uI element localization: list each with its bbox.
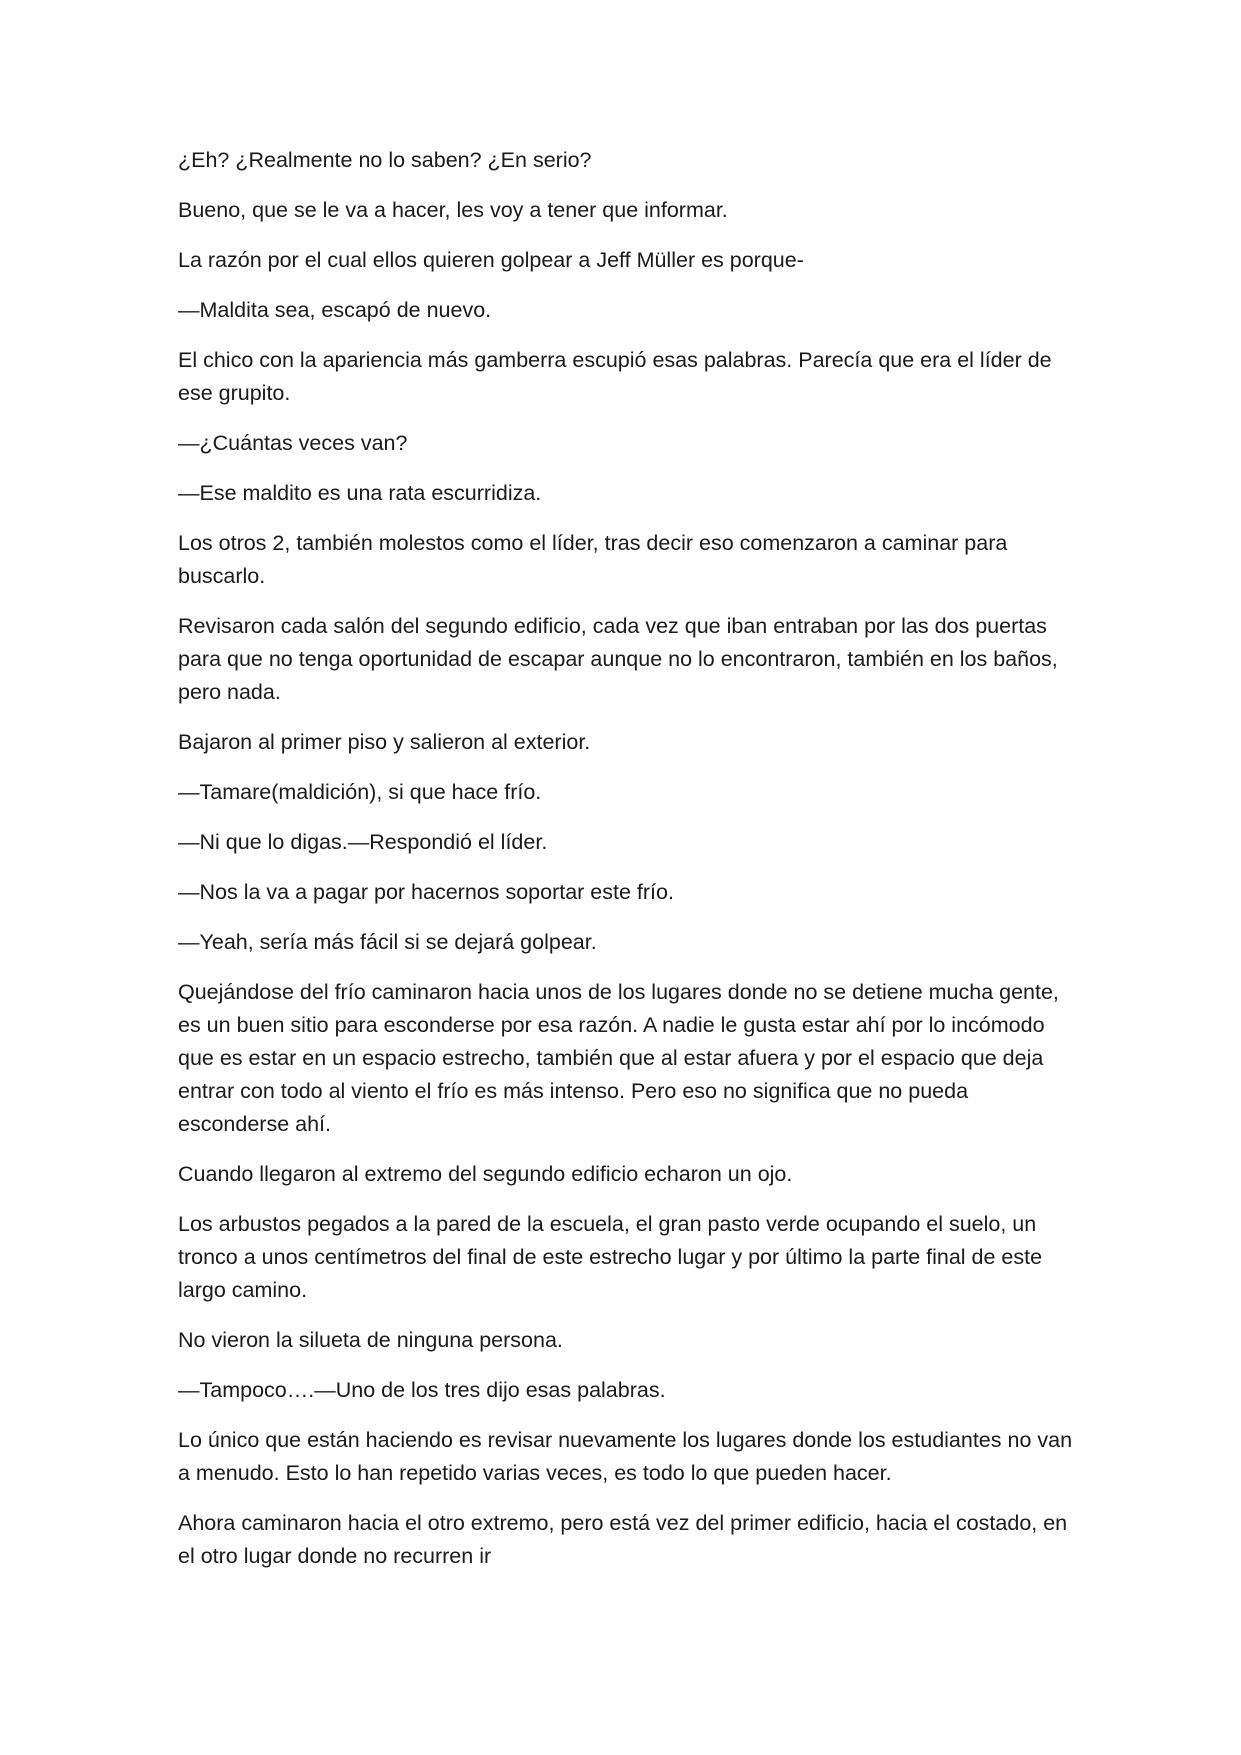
paragraph: Los arbustos pegados a la pared de la escuela, el gran pasto verde ocupando el suelo, un tronco a unos centímetros del final de este estrecho lugar y por último la parte final de este largo camino.: [178, 1212, 1043, 1302]
paragraph: —Nos la va a pagar por hacernos soportar este frío.: [178, 880, 674, 904]
paragraph: Quejándose del frío caminaron hacia unos de los lugares donde no se detiene mucha gente, es un buen sitio para esconderse por esa razón. A nadie le gusta estar ahí por lo incómodo que es estar en un espacio estrecho, también que al estar afuera y por el espacio que deja entrar con todo al viento el frío es más intenso. Pero eso no significa que no pueda esconderse ahí.: [178, 980, 1059, 1136]
paragraph: —Maldita sea, escapó de nuevo.: [178, 298, 492, 322]
paragraph: Ahora caminaron hacia el otro extremo, pero está vez del primer edificio, hacia el costado, en el otro lugar donde no recurren ir: [178, 1511, 1068, 1568]
paragraph: —Ni que lo digas.—Respondió el líder.: [178, 830, 548, 854]
paragraph: Bueno, que se le va a hacer, les voy a tener que informar.: [178, 198, 728, 222]
paragraph: La razón por el cual ellos quieren golpear a Jeff Müller es porque-: [178, 248, 804, 272]
paragraph: No vieron la silueta de ninguna persona.: [178, 1328, 563, 1352]
paragraph: —Yeah, sería más fácil si se dejará golpear.: [178, 930, 597, 954]
paragraph: Los otros 2, también molestos como el líder, tras decir eso comenzaron a caminar para buscarlo.: [178, 531, 1008, 588]
paragraph: Cuando llegaron al extremo del segundo edificio echaron un ojo.: [178, 1162, 793, 1186]
paragraph: Lo único que están haciendo es revisar nuevamente los lugares donde los estudiantes no van a menudo. Esto lo han repetido varias veces, es todo lo que pueden hacer.: [178, 1428, 1073, 1485]
paragraph: —Ese maldito es una rata escurridiza.: [178, 481, 542, 505]
paragraph: Revisaron cada salón del segundo edificio, cada vez que iban entraban por las dos puertas para que no tenga oportunidad de escapar aunque no lo encontraron, también en los baños, pero nada.: [178, 614, 1058, 704]
paragraph: El chico con la apariencia más gamberra escupió esas palabras. Parecía que era el líder de ese grupito.: [178, 348, 1052, 405]
paragraph: —¿Cuántas veces van?: [178, 431, 408, 455]
document-body: [178, 144, 1078, 1590]
paragraph: —Tampoco….—Uno de los tres dijo esas palabras.: [178, 1378, 666, 1402]
paragraph: Bajaron al primer piso y salieron al exterior.: [178, 730, 591, 754]
paragraph: —Tamare(maldición), si que hace frío.: [178, 780, 542, 804]
paragraph: ¿Eh? ¿Realmente no lo saben? ¿En serio?: [178, 148, 592, 172]
